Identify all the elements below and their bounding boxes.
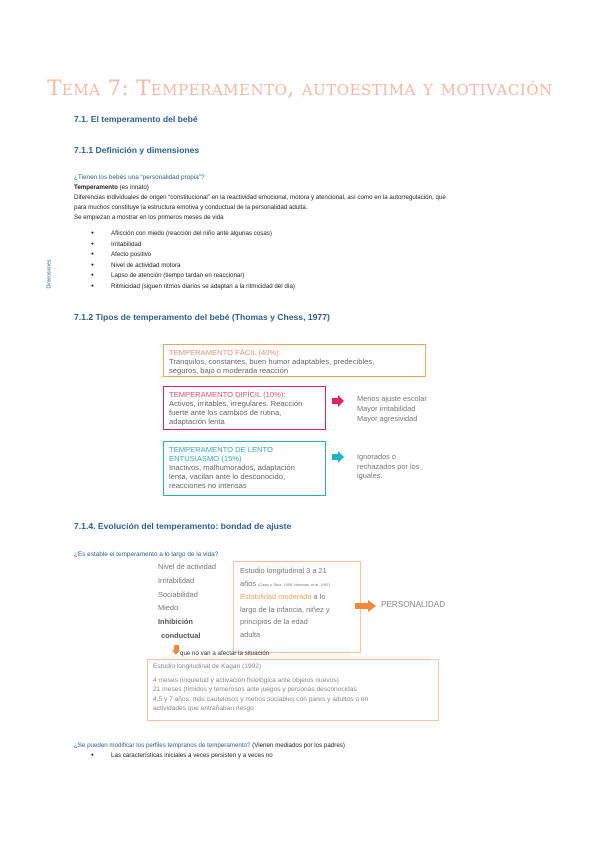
- easy-temperament-box: [163, 344, 426, 377]
- question-modify-text: ¿Se pueden modificar los perfiles tempranos de temperamento?: [74, 742, 251, 749]
- question-modify-note: (Vienen mediados por los padres): [250, 742, 345, 749]
- question-stability: ¿Es estable el temperamento a lo largo de la vida?: [74, 551, 219, 558]
- longitudinal-line: principios de la edad: [240, 617, 308, 627]
- kagan-line: 4 meses (inquietud y activación fisiológica ante objetos nuevos): [153, 677, 339, 685]
- list-item: ● Las características iniciales a veces persisten y a veces no: [82, 751, 273, 762]
- arrow-right-icon: [332, 395, 344, 407]
- longitudinal-text: a lo: [311, 592, 326, 602]
- difficult-outcome: Menos ajuste escolar: [357, 394, 427, 403]
- kagan-study-box: [147, 659, 439, 721]
- arrow-right-icon: [332, 451, 344, 463]
- list-item: ● Afecto positivo: [82, 250, 295, 261]
- side-note: [46, 253, 63, 297]
- slow-temperament-title-1: TEMPERAMENTO DE LENTO: [169, 445, 273, 454]
- trait-item-bold: Inhibición: [158, 617, 193, 627]
- slow-outcomes: [357, 452, 419, 481]
- longitudinal-line-3: [240, 591, 354, 604]
- slow-outcome: rechazados por los: [357, 461, 420, 471]
- dimensions-list: [82, 229, 295, 293]
- definition-term: Temperamento: [74, 184, 118, 191]
- slow-outcome: iguales.: [357, 471, 383, 480]
- list-item: ● Nivel de actividad motora: [82, 261, 295, 272]
- modify-list: [82, 751, 273, 762]
- page-title: Tema 7: Temperamento, autoestima y motivación: [47, 76, 553, 100]
- difficult-outcome: Mayor irritabilidad: [357, 404, 416, 413]
- list-item: ● Irritabilidad: [82, 240, 295, 251]
- easy-temperament-title: TEMPERAMENTO FÁCIL (40%):: [169, 348, 281, 357]
- difficult-temperament-text-2: fuerte ante los cambios de rutina,: [169, 408, 282, 417]
- trait-item: Miedo: [158, 603, 179, 613]
- trait-item: Nivel de actividad: [158, 562, 216, 571]
- definition-line-1: Diferencias individuales de origen “constitucional” en la reactividad emocional, motora y atencional, así como en la autorregulación, que: [74, 194, 446, 201]
- arrow-right-icon: [355, 600, 377, 612]
- question-modify: [74, 741, 345, 751]
- highlight-text: Estabilidad moderada: [240, 592, 312, 602]
- longitudinal-line: Estudio longitudinal 3 a 21: [240, 566, 327, 575]
- definition-line-2: para muchos constituye la estructura emotiva y conductual de la personalidad adulta.: [74, 204, 308, 211]
- kagan-line: 4,5 y 7 años: más cautelosos y menos sociables con pares y adultos o en: [153, 695, 369, 703]
- side-note-label: Dimensiones: [46, 259, 53, 289]
- longitudinal-line: largo de la infancia, niñez y: [240, 604, 330, 614]
- slow-temperament-text-1: Inactivos, malhumorados, adaptación: [169, 463, 295, 472]
- section-heading-7-1: 7.1. El temperamento del bebé: [74, 114, 198, 124]
- slow-temperament-title-2: ENTUSIASMO (15%): [169, 454, 242, 463]
- difficult-outcomes: [357, 394, 427, 424]
- longitudinal-years: años: [240, 578, 257, 588]
- definition-line-3: Se empiezan a mostrar en los primeros meses de vida: [74, 214, 224, 221]
- kagan-line: actividades que entrañaban riesgo: [153, 704, 254, 712]
- easy-temperament-text-1: Tranquilos, constantes, buen humor adaptables, predecibles,: [169, 357, 375, 366]
- affect-note: que no van a afectar la situación: [180, 650, 270, 657]
- list-item: ● Aflicción con miedo (reacción del niño ante algunas cosas): [82, 229, 295, 240]
- section-heading-7-1-2: 7.1.2 Tipos de temperamento del bebé (Thomas y Chess, 1977): [74, 312, 330, 322]
- difficult-temperament-box: [163, 386, 326, 430]
- longitudinal-citation: (Caspi y Silva, 1995; Newman, et al, 1997): [258, 582, 331, 587]
- personality-label: PERSONALIDAD: [381, 600, 446, 609]
- trait-item: Sociabilidad: [158, 589, 198, 599]
- kagan-line: 21 meses (tímidos y temerosos ante juegos y personas desconocidas: [153, 686, 357, 694]
- section-heading-7-1-1: 7.1.1 Definición y dimensiones: [74, 145, 200, 155]
- slow-outcome: Ignorados o: [357, 452, 397, 461]
- longitudinal-study-box: [233, 561, 361, 653]
- trait-item: Irritabilidad: [158, 575, 195, 585]
- easy-temperament-text-2: seguros, bajo o moderada reacción: [169, 366, 289, 375]
- kagan-title: Estudio longitudinal de Kagan (1992): [153, 663, 262, 670]
- section-heading-7-1-4: 7.1.4. Evolución del temperamento: bondad de ajuste: [74, 521, 292, 531]
- difficult-outcome: Mayor agresividad: [357, 414, 418, 423]
- slow-temperament-box: [163, 441, 326, 496]
- longitudinal-line-2: [240, 578, 354, 592]
- trait-item-bold: conductual: [161, 630, 201, 640]
- slow-temperament-text-2: lenta, vacilan ante lo desconocido,: [169, 472, 286, 481]
- longitudinal-line: adulta: [240, 629, 261, 639]
- question-personality: ¿Tienen los bebés una “personalidad propia”?: [74, 174, 205, 181]
- definition-term-note: (es innato): [117, 184, 149, 191]
- difficult-temperament-title: TEMPERAMENTO DIFÍCIL (10%):: [169, 390, 286, 399]
- list-item: ● Lapso de atención (tiempo tardan en reaccionar): [82, 271, 295, 282]
- difficult-temperament-text-1: Activos, irritables, irregulares. Reacción: [169, 399, 303, 408]
- slow-temperament-text-3: reacciones no intensas: [169, 481, 247, 490]
- arrow-down-icon: [173, 645, 180, 655]
- difficult-temperament-text-3: adaptación lenta: [169, 417, 225, 426]
- traits-list: [158, 560, 216, 643]
- list-item: ● Ritmicidad (siguen ritmos diarios se adaptan a la ritmicidad del día): [82, 282, 295, 293]
- definition-term-line: [74, 183, 149, 193]
